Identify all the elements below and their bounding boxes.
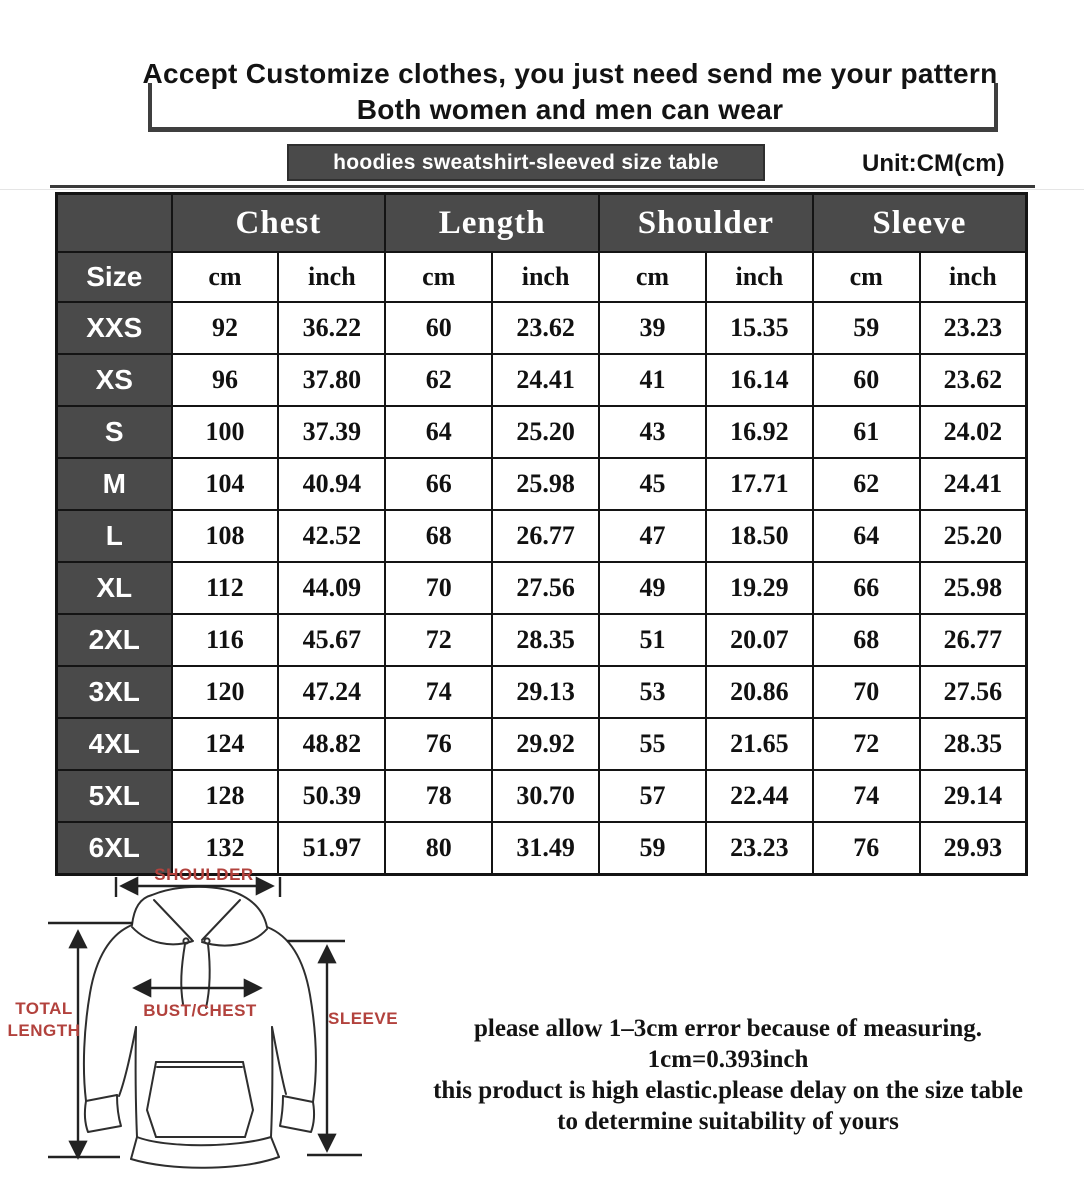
value-cell: 15.35 — [706, 302, 813, 354]
value-cell: 22.44 — [706, 770, 813, 822]
value-cell: 51.97 — [278, 822, 385, 875]
value-cell: 132 — [172, 822, 279, 875]
sub-header-inch: inch — [278, 252, 385, 302]
value-cell: 39 — [599, 302, 706, 354]
value-cell: 44.09 — [278, 562, 385, 614]
size-table — [55, 192, 1028, 876]
page-heading — [90, 56, 1050, 128]
value-cell: 100 — [172, 406, 279, 458]
size-cell: 6XL — [57, 822, 172, 875]
value-cell: 27.56 — [492, 562, 599, 614]
value-cell: 29.92 — [492, 718, 599, 770]
value-cell: 74 — [385, 666, 492, 718]
value-cell: 116 — [172, 614, 279, 666]
value-cell: 23.23 — [706, 822, 813, 875]
value-cell: 59 — [599, 822, 706, 875]
value-cell: 16.92 — [706, 406, 813, 458]
value-cell: 43 — [599, 406, 706, 458]
table-row — [57, 406, 1027, 458]
value-cell: 24.41 — [492, 354, 599, 406]
value-cell: 64 — [813, 510, 920, 562]
value-cell: 18.50 — [706, 510, 813, 562]
value-cell: 70 — [813, 666, 920, 718]
table-row — [57, 666, 1027, 718]
value-cell: 108 — [172, 510, 279, 562]
corner-size-cell: Size — [57, 252, 172, 302]
table-title-bar: hoodies sweatshirt-sleeved size table — [287, 144, 765, 181]
sub-header-cm: cm — [599, 252, 706, 302]
value-cell: 59 — [813, 302, 920, 354]
value-cell: 17.71 — [706, 458, 813, 510]
value-cell: 74 — [813, 770, 920, 822]
value-cell: 45.67 — [278, 614, 385, 666]
bust-chest-label: BUST/CHEST — [143, 1001, 257, 1020]
value-cell: 47 — [599, 510, 706, 562]
value-cell: 72 — [813, 718, 920, 770]
group-header-row — [57, 194, 1027, 253]
value-cell: 37.80 — [278, 354, 385, 406]
value-cell: 29.13 — [492, 666, 599, 718]
value-cell: 55 — [599, 718, 706, 770]
value-cell: 19.29 — [706, 562, 813, 614]
table-row — [57, 718, 1027, 770]
value-cell: 48.82 — [278, 718, 385, 770]
sub-header-row — [57, 252, 1027, 302]
size-cell: 5XL — [57, 770, 172, 822]
value-cell: 53 — [599, 666, 706, 718]
value-cell: 92 — [172, 302, 279, 354]
measurement-diagram — [0, 858, 410, 1196]
value-cell: 60 — [385, 302, 492, 354]
value-cell: 30.70 — [492, 770, 599, 822]
value-cell: 25.20 — [920, 510, 1027, 562]
group-header-sleeve: Sleeve — [813, 194, 1027, 253]
value-cell: 26.77 — [492, 510, 599, 562]
value-cell: 25.98 — [920, 562, 1027, 614]
table-row — [57, 354, 1027, 406]
value-cell: 62 — [385, 354, 492, 406]
value-cell: 23.62 — [492, 302, 599, 354]
value-cell: 78 — [385, 770, 492, 822]
value-cell: 47.24 — [278, 666, 385, 718]
value-cell: 16.14 — [706, 354, 813, 406]
value-cell: 21.65 — [706, 718, 813, 770]
value-cell: 25.20 — [492, 406, 599, 458]
value-cell: 31.49 — [492, 822, 599, 875]
value-cell: 68 — [385, 510, 492, 562]
value-cell: 45 — [599, 458, 706, 510]
value-cell: 72 — [385, 614, 492, 666]
value-cell: 25.98 — [492, 458, 599, 510]
value-cell: 20.07 — [706, 614, 813, 666]
value-cell: 124 — [172, 718, 279, 770]
size-cell: XXS — [57, 302, 172, 354]
value-cell: 64 — [385, 406, 492, 458]
notes-block — [398, 1013, 1058, 1137]
value-cell: 57 — [599, 770, 706, 822]
heading-line-1: Accept Customize clothes, you just need send me your pattern — [142, 58, 998, 89]
value-cell: 50.39 — [278, 770, 385, 822]
value-cell: 96 — [172, 354, 279, 406]
table-row — [57, 302, 1027, 354]
table-row — [57, 770, 1027, 822]
value-cell: 26.77 — [920, 614, 1027, 666]
sub-header-inch: inch — [706, 252, 813, 302]
sub-header-cm: cm — [385, 252, 492, 302]
value-cell: 23.23 — [920, 302, 1027, 354]
value-cell: 28.35 — [492, 614, 599, 666]
sleeve-label: SLEEVE — [328, 1009, 399, 1028]
size-cell: XL — [57, 562, 172, 614]
value-cell: 41 — [599, 354, 706, 406]
value-cell: 76 — [813, 822, 920, 875]
size-cell: 4XL — [57, 718, 172, 770]
value-cell: 24.02 — [920, 406, 1027, 458]
value-cell: 20.86 — [706, 666, 813, 718]
value-cell: 23.62 — [920, 354, 1027, 406]
value-cell: 76 — [385, 718, 492, 770]
shoulder-label: SHOULDER — [154, 865, 254, 884]
size-cell: 2XL — [57, 614, 172, 666]
value-cell: 36.22 — [278, 302, 385, 354]
value-cell: 66 — [813, 562, 920, 614]
total-length-label: TOTAL LENGTH — [7, 999, 81, 1040]
hoodie-outline — [84, 887, 316, 1168]
note-line-1: please allow 1–3cm error because of measuring. — [473, 1015, 983, 1042]
group-header-chest: Chest — [172, 194, 386, 253]
drawstring-left — [181, 944, 185, 1004]
divider-light — [0, 189, 1084, 190]
unit-label: Unit:CM(cm) — [862, 150, 1005, 177]
table-row — [57, 510, 1027, 562]
value-cell: 112 — [172, 562, 279, 614]
note-line-2: 1cm=0.393inch — [647, 1046, 809, 1073]
size-cell: 3XL — [57, 666, 172, 718]
table-row — [57, 614, 1027, 666]
sub-header-inch: inch — [920, 252, 1027, 302]
value-cell: 104 — [172, 458, 279, 510]
value-cell: 80 — [385, 822, 492, 875]
heading-line-2: Both women and men can wear — [356, 94, 784, 125]
corner-empty-cell — [57, 194, 172, 253]
value-cell: 42.52 — [278, 510, 385, 562]
table-row — [57, 458, 1027, 510]
size-cell: L — [57, 510, 172, 562]
value-cell: 37.39 — [278, 406, 385, 458]
table-row — [57, 562, 1027, 614]
value-cell: 40.94 — [278, 458, 385, 510]
size-cell: M — [57, 458, 172, 510]
size-cell: XS — [57, 354, 172, 406]
sub-header-cm: cm — [813, 252, 920, 302]
value-cell: 68 — [813, 614, 920, 666]
size-cell: S — [57, 406, 172, 458]
value-cell: 120 — [172, 666, 279, 718]
value-cell: 49 — [599, 562, 706, 614]
sub-header-inch: inch — [492, 252, 599, 302]
value-cell: 128 — [172, 770, 279, 822]
divider-dark — [50, 185, 1035, 188]
sub-header-cm: cm — [172, 252, 279, 302]
value-cell: 29.93 — [920, 822, 1027, 875]
drawstring-right — [206, 944, 210, 1008]
value-cell: 70 — [385, 562, 492, 614]
group-header-length: Length — [385, 194, 599, 253]
value-cell: 62 — [813, 458, 920, 510]
size-table-body — [57, 302, 1027, 875]
group-header-shoulder: Shoulder — [599, 194, 813, 253]
value-cell: 51 — [599, 614, 706, 666]
value-cell: 24.41 — [920, 458, 1027, 510]
value-cell: 66 — [385, 458, 492, 510]
value-cell: 60 — [813, 354, 920, 406]
note-line-4: to determine suitability of yours — [557, 1108, 899, 1135]
value-cell: 61 — [813, 406, 920, 458]
value-cell: 29.14 — [920, 770, 1027, 822]
value-cell: 28.35 — [920, 718, 1027, 770]
value-cell: 27.56 — [920, 666, 1027, 718]
note-line-3: this product is high elastic.please delay on the size table — [433, 1077, 1023, 1104]
